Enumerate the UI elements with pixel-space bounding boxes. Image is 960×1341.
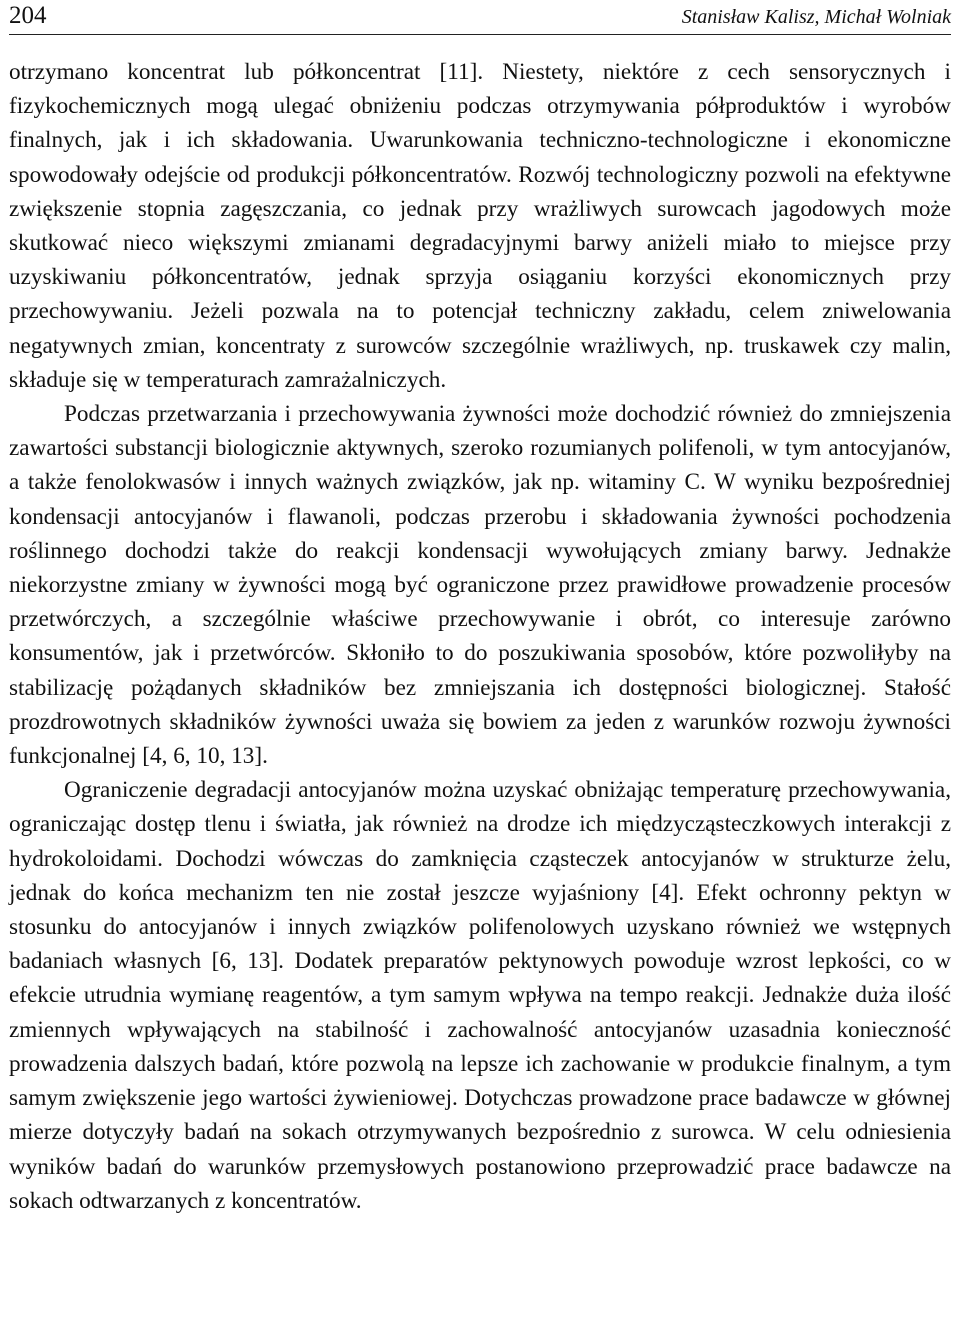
running-header: [9, 0, 951, 35]
page-number: 204: [9, 2, 47, 29]
paragraph-processing-storage: Podczas przetwarzania i przechowywania żywności może dochodzić również do zmniejszenia zawartości substancji biologicznie aktywnych, szeroko rozumianych polifenoli, w tym antocyjanów, a także fenolokwasów i innych ważnych związków, jak np. witaminy C. W wyniku bezpośredniej kondensacji antocyjanów i flawanoli, podczas przerobu i składowania żywności pochodzenia roślinnego dochodzi także do reakcji kondensacji wywołujących zmiany barwy. Jednakże niekorzystne zmiany w żywności mogą być ograniczone przez prawidłowe prowadzenie procesów przetwórczych, a szczególnie właściwe przechowywanie i obrót, co interesuje zarówno konsumentów, jak i przetwórców. Skłoniło to do poszukiwania sposobów, które pozwoliłyby na stabilizację pożądanych składników bez zmniejszania ich dostępności biologicznej. Stałość prozdrowotnych składników żywności uważa się bowiem za jeden z warunków rozwoju żywności funkcjonalnej [4, 6, 10, 13].: [9, 401, 951, 770]
paragraph-continued: otrzymano koncentrat lub półkoncentrat [11]. Niestety, niektóre z cech sensorycznych i fizykochemicznych mogą ulegać obniżeniu podczas otrzymywania półproduktów i wyrobów finalnych, jak i ich składowania. Uwarunkowania techniczno-technologiczne i ekonomiczne spowodowały odejście od produkcji półkoncentratów. Rozwój technologiczny pozwoli na efektywne zwiększenie stopnia zagęszczania, co jednak przy wrażliwych surowcach jagodowych może skutkować nieco większymi zmianami degradacyjnymi barwy aniżeli miało to miejsce przy uzyskiwaniu półkoncentratów, jednak sprzyja osiąganiu korzyści ekonomicznych przy przechowywaniu. Jeżeli pozwala na to potencjał techniczny zakładu, celem zniwelowania negatywnych zmian, koncentraty z surowców szczególnie wrażliwych, np. truskawek czy malin, składuje się w temperaturach zamrażalniczych.: [9, 59, 951, 393]
paragraph-anthocyanin-degradation: Ograniczenie degradacji antocyjanów można uzyskać obniżając temperaturę przechowywania, ograniczając dostęp tlenu i światła, jak również na drodze ich międzycząsteczkowych interakcji z hydrokoloidami. Dochodzi wówczas do zamknięcia cząsteczek antocyjanów w strukturze żelu, jednak do końca mechanizm ten nie został jeszcze wyjaśniony [4]. Efekt ochronny pektyn w stosunku do antocyjanów i innych związków polifenolowych uzyskano również we wstępnych badaniach własnych [6, 13]. Dodatek preparatów pektynowych powoduje wzrost lepkości, co w efekcie utrudnia wymianę reagentów, a tym samym wpływa na tempo reakcji. Jednakże duża ilość zmiennych wpływających na stabilność i zachowalność antocyjanów uzasadnia konieczność prowadzenia dalszych badań, które pozwolą na lepsze ich zachowanie w produkcie finalnym, a tym samym zwiększenie jego wartości żywieniowej. Dotychczas prowadzone prace badawcze w głównej mierze dotyczyły badań na sokach otrzymywanych bezpośrednio z surowca. W celu odniesienia wyników badań do warunków przemysłowych postanowiono przeprowadzić prace badawcze na sokach odtwarzanych z koncentratów.: [9, 777, 951, 1214]
header-authors: Stanisław Kalisz, Michał Wolniak: [681, 6, 951, 28]
body-text: [9, 55, 951, 1218]
